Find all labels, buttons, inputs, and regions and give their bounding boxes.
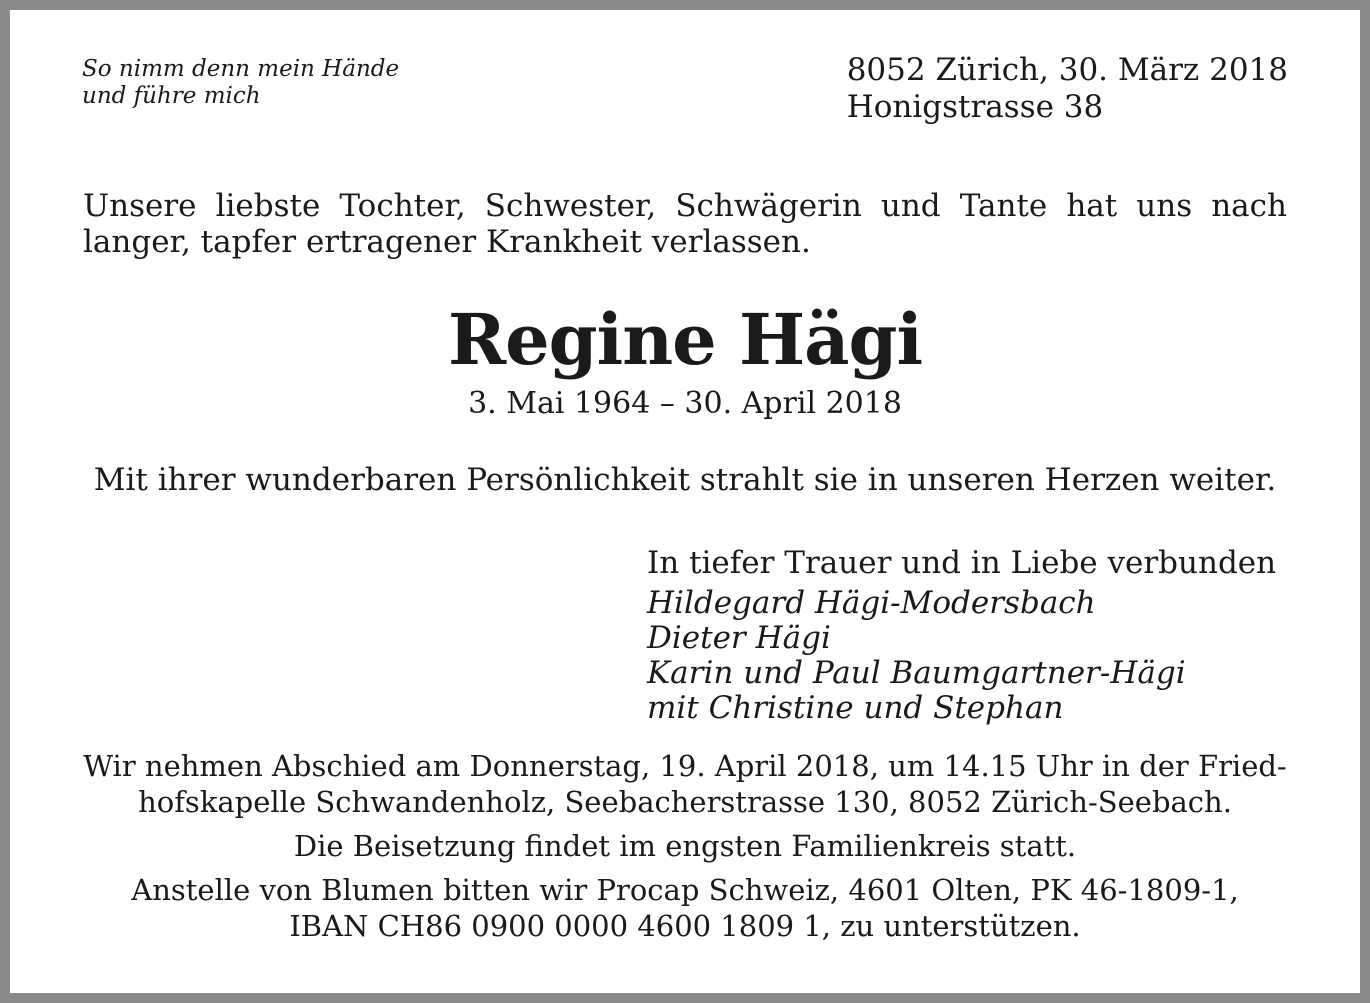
intro-paragraph xyxy=(83,188,1287,260)
life-dates: 3. Mai 1964 – 30. April 2018 xyxy=(468,386,902,421)
mourner-name: Dieter Hägi xyxy=(647,620,831,656)
deceased-name: Regine Hägi xyxy=(447,298,923,381)
obituary-notice xyxy=(10,10,1360,993)
donation-info xyxy=(10,872,1360,944)
mourners-lead: In tiefer Trauer und in Liebe verbunden xyxy=(647,545,1277,581)
farewell-line-2: hofskapelle Schwandenholz, Seebacherstrasse 130, 8052 Zürich-Seebach. xyxy=(138,785,1232,819)
farewell-info xyxy=(10,748,1360,820)
service-details xyxy=(10,748,1360,944)
motto-verse xyxy=(82,56,399,110)
street-address: Honigstrasse 38 xyxy=(846,89,1104,125)
donation-line-1: Anstelle von Blumen bitten wir Procap Schweiz, 4601 Olten, PK 46-1809-1, xyxy=(131,873,1239,907)
mourner-name: mit Christine und Stephan xyxy=(647,690,1064,726)
burial-info: Die Beisetzung findet im engsten Familienkreis statt. xyxy=(293,829,1077,863)
mourner-name: Karin und Paul Baumgartner-Hägi xyxy=(647,655,1186,691)
motto-line-2: und führe mich xyxy=(82,83,261,109)
city-date: 8052 Zürich, 30. März 2018 xyxy=(846,52,1288,88)
place-and-date xyxy=(847,52,1288,126)
mourners-block xyxy=(647,540,1276,726)
intro-line-1: Unsere liebste Tochter, Schwester, Schwägerin und Tante hat uns nach xyxy=(83,188,1287,224)
tribute-line: Mit ihrer wunderbaren Persönlichkeit strahlt sie in unseren Herzen weiter. xyxy=(93,462,1277,498)
motto-line-1: So nimm denn mein Hände xyxy=(82,56,400,82)
intro-line-2: langer, tapfer ertragener Krankheit verlassen. xyxy=(83,224,811,260)
donation-line-2: IBAN CH86 0900 0000 4600 1809 1, zu unterstützen. xyxy=(289,909,1081,943)
farewell-line-1: Wir nehmen Abschied am Donnerstag, 19. April 2018, um 14.15 Uhr in der Fried- xyxy=(83,749,1287,783)
mourner-name: Hildegard Hägi-Modersbach xyxy=(647,585,1096,621)
